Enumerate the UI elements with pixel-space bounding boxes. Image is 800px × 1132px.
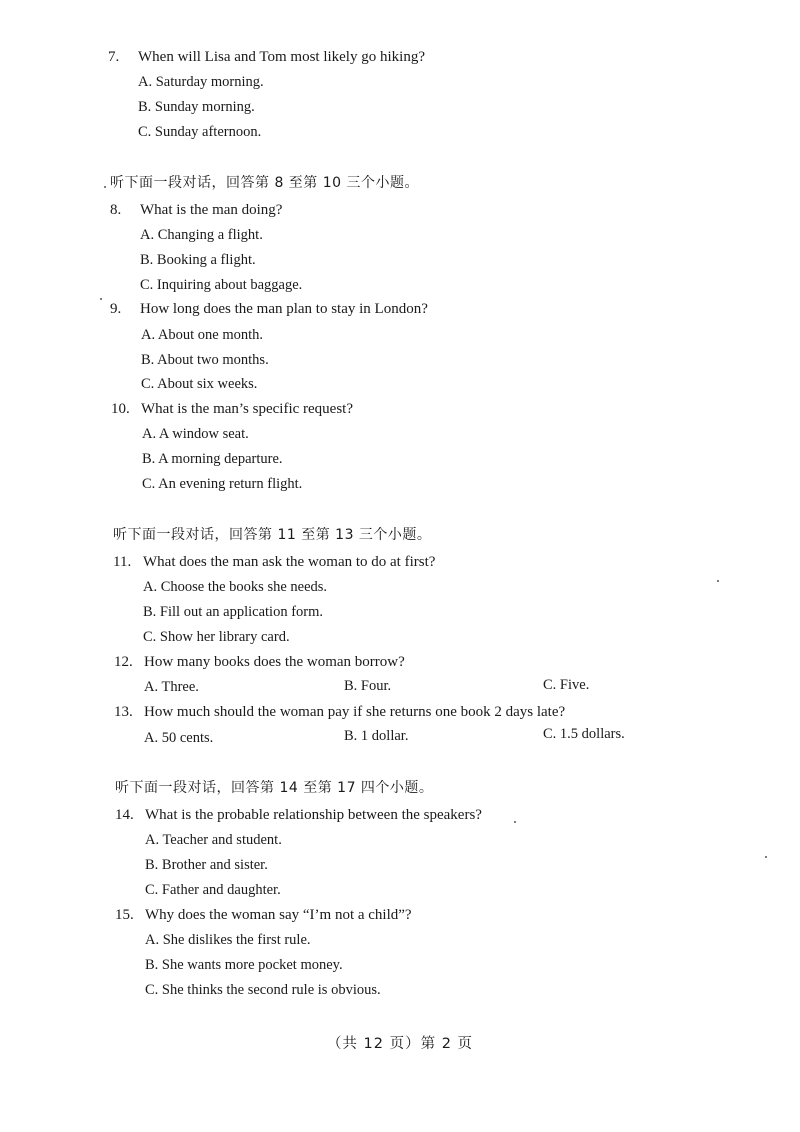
option-b: B. Fill out an application form.	[143, 604, 324, 620]
option-a: A. She dislikes the first rule.	[145, 932, 311, 948]
option-a: A. Saturday morning.	[138, 74, 264, 90]
section-instruction: 听下面一段对话，回答第 14 至第 17 四个小题。	[115, 780, 434, 796]
question-9: 9. How long does the man plan to stay in London?	[110, 301, 428, 317]
option-b: B. A morning departure.	[142, 451, 283, 467]
option-c: C. Sunday afternoon.	[138, 124, 262, 140]
option-c: C. Show her library card.	[143, 629, 290, 645]
option-c: C. Inquiring about baggage.	[140, 277, 303, 293]
question-text: How many books does the woman borrow?	[144, 654, 405, 670]
page-footer: （共 12 页）第 2 页	[326, 1036, 474, 1052]
section-instruction: 听下面一段对话，回答第 11 至第 13 三个小题。	[113, 527, 432, 543]
option-a: A. Changing a flight.	[140, 227, 263, 243]
option-b: B. She wants more pocket money.	[145, 957, 343, 973]
option-a: A. Choose the books she needs.	[143, 579, 328, 595]
option-b: B. About two months.	[141, 352, 269, 368]
question-8: 8. What is the man doing?	[110, 202, 283, 218]
option-b: B. 1 dollar.	[344, 728, 409, 744]
option-b: B. Booking a flight.	[140, 252, 256, 268]
question-text: What is the probable relationship between the speakers?	[145, 807, 482, 823]
option-a: A. Teacher and student.	[145, 832, 282, 848]
option-a: A. A window seat.	[142, 426, 249, 442]
option-c: C. Five.	[543, 677, 590, 693]
option-c: C. 1.5 dollars.	[543, 726, 625, 742]
question-text: What does the man ask the woman to do at first?	[143, 554, 436, 570]
question-text: What is the man’s specific request?	[141, 401, 354, 417]
question-11: 11. What does the man ask the woman to do at first?	[113, 554, 436, 570]
section-instruction: 听下面一段对话，回答第 8 至第 10 三个小题。	[110, 175, 420, 191]
question-10: 10. What is the man’s specific request?	[111, 401, 354, 417]
question-text: Why does the woman say “I’m not a child”?	[145, 907, 412, 923]
option-a: A. About one month.	[141, 327, 264, 343]
question-7: 7. When will Lisa and Tom most likely go hiking?	[108, 49, 425, 65]
option-c: C. She thinks the second rule is obvious.	[145, 982, 381, 998]
question-13: 13. How much should the woman pay if she returns one book 2 days late?	[114, 704, 566, 720]
option-b: B. Sunday morning.	[138, 99, 255, 115]
question-12: 12. How many books does the woman borrow?	[114, 654, 405, 670]
question-14: 14. What is the probable relationship between the speakers?	[115, 807, 482, 823]
option-c: C. About six weeks.	[141, 376, 258, 392]
option-c: C. An evening return flight.	[142, 476, 303, 492]
option-a: A. 50 cents.	[144, 730, 214, 746]
question-text: What is the man doing?	[140, 202, 283, 218]
scan-speck	[100, 298, 102, 300]
question-text: When will Lisa and Tom most likely go hiking?	[138, 49, 425, 65]
scan-speck	[514, 821, 516, 823]
option-b: B. Brother and sister.	[145, 857, 268, 873]
scan-speck	[717, 580, 719, 582]
option-b: B. Four.	[344, 678, 392, 694]
option-a: A. Three.	[144, 679, 199, 695]
question-text: How long does the man plan to stay in London?	[140, 301, 428, 317]
question-15: 15. Why does the woman say “I’m not a child”?	[115, 907, 412, 923]
scan-speck	[104, 186, 106, 188]
scan-speck	[765, 856, 767, 858]
question-text: How much should the woman pay if she returns one book 2 days late?	[144, 704, 566, 720]
option-c: C. Father and daughter.	[145, 882, 281, 898]
